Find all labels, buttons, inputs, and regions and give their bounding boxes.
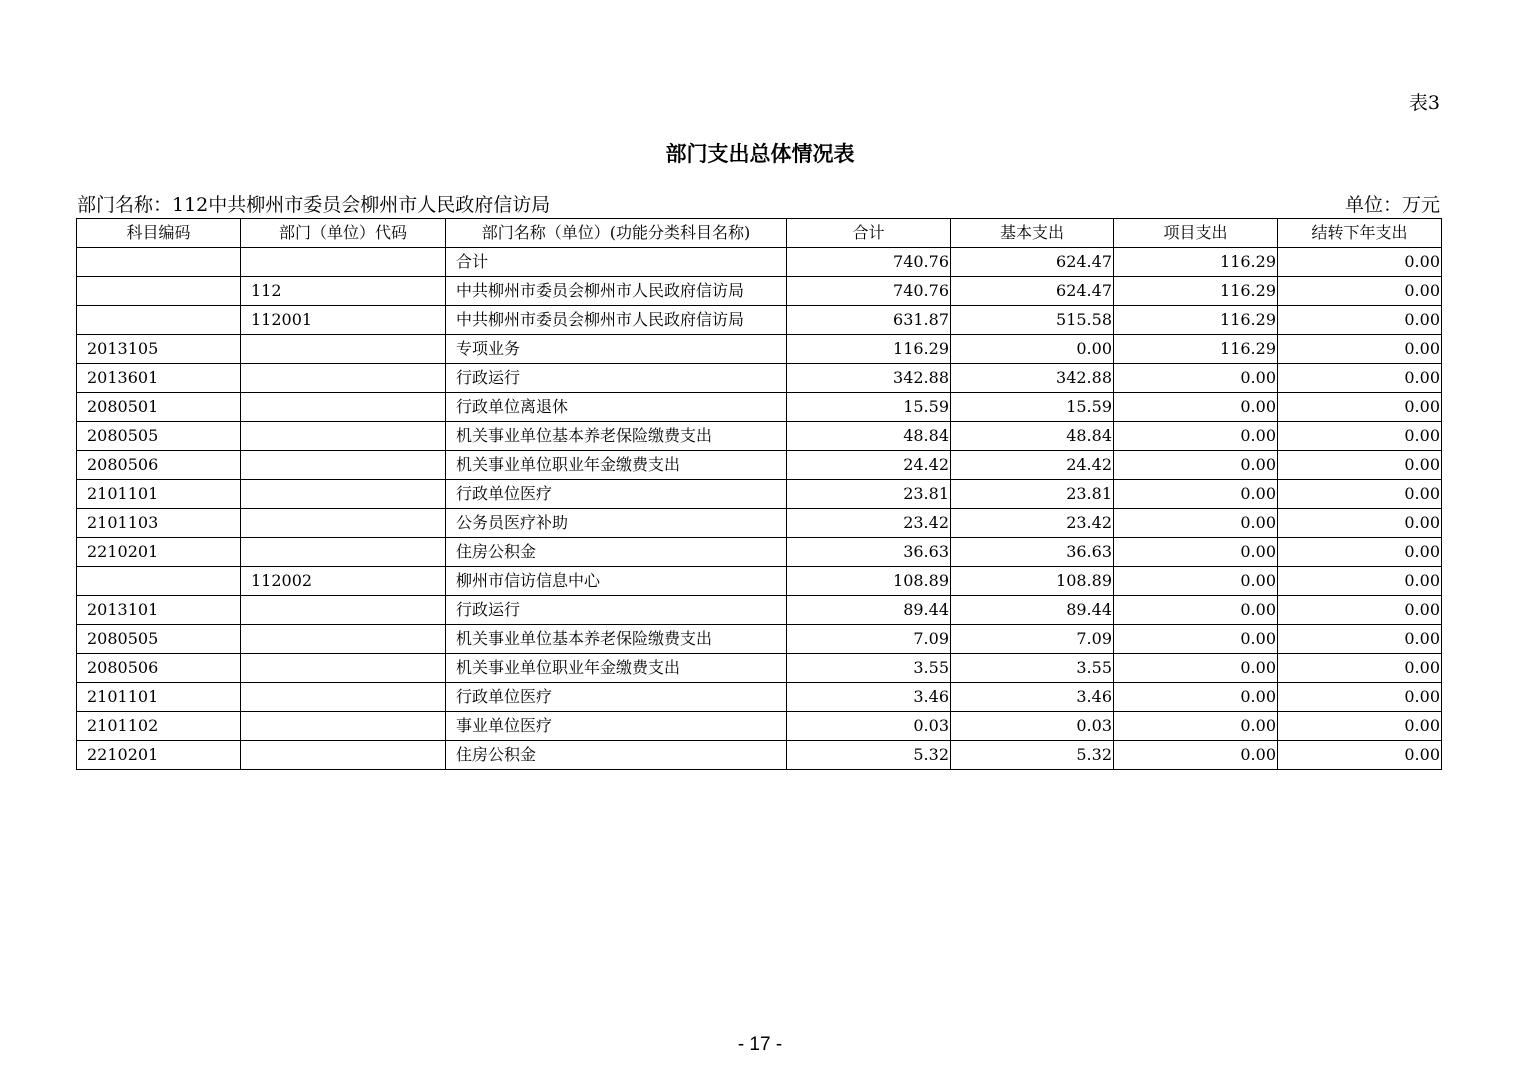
cell-total: 3.55	[787, 654, 951, 683]
table-row	[77, 451, 1442, 480]
cell-project-expenditure: 0.00	[1114, 741, 1278, 770]
cell-unit-code: 112001	[241, 306, 446, 335]
document-title: 部门支出总体情况表	[665, 142, 855, 166]
cell-total: 23.81	[787, 480, 951, 509]
cell-project-expenditure: 0.00	[1114, 451, 1278, 480]
table-row	[77, 480, 1442, 509]
department-name: 部门名称：112中共柳州市委员会柳州市人民政府信访局	[77, 194, 551, 216]
cell-unit-code	[241, 741, 446, 770]
cell-basic-expenditure: 24.42	[951, 451, 1114, 480]
cell-unit-name: 行政运行	[446, 596, 787, 625]
cell-unit-code	[241, 248, 446, 277]
table-row	[77, 712, 1442, 741]
cell-carryover: 0.00	[1278, 625, 1442, 654]
cell-unit-code	[241, 654, 446, 683]
cell-project-expenditure: 0.00	[1114, 393, 1278, 422]
cell-carryover: 0.00	[1278, 741, 1442, 770]
header-carryover: 结转下年支出	[1278, 219, 1442, 248]
table-header-row	[77, 219, 1442, 248]
cell-subject-code	[77, 277, 241, 306]
table-row	[77, 335, 1442, 364]
cell-total: 740.76	[787, 277, 951, 306]
cell-subject-code: 2101101	[77, 480, 241, 509]
cell-basic-expenditure: 0.00	[951, 335, 1114, 364]
cell-unit-name: 行政运行	[446, 364, 787, 393]
cell-total: 48.84	[787, 422, 951, 451]
cell-total: 15.59	[787, 393, 951, 422]
cell-unit-code: 112002	[241, 567, 446, 596]
cell-carryover: 0.00	[1278, 277, 1442, 306]
cell-total: 89.44	[787, 596, 951, 625]
cell-subject-code: 2101101	[77, 683, 241, 712]
cell-carryover: 0.00	[1278, 480, 1442, 509]
cell-basic-expenditure: 23.42	[951, 509, 1114, 538]
cell-subject-code: 2080505	[77, 422, 241, 451]
cell-total: 116.29	[787, 335, 951, 364]
unit-label: 单位：万元	[1344, 194, 1440, 216]
cell-unit-name: 行政单位离退休	[446, 393, 787, 422]
cell-unit-name: 机关事业单位基本养老保险缴费支出	[446, 422, 787, 451]
cell-project-expenditure: 116.29	[1114, 335, 1278, 364]
table-row	[77, 248, 1442, 277]
cell-subject-code: 2013101	[77, 596, 241, 625]
cell-subject-code	[77, 567, 241, 596]
cell-project-expenditure: 116.29	[1114, 306, 1278, 335]
cell-project-expenditure: 0.00	[1114, 567, 1278, 596]
cell-unit-name: 机关事业单位基本养老保险缴费支出	[446, 625, 787, 654]
cell-unit-name: 住房公积金	[446, 538, 787, 567]
table-row	[77, 654, 1442, 683]
cell-subject-code: 2210201	[77, 538, 241, 567]
cell-project-expenditure: 0.00	[1114, 364, 1278, 393]
cell-unit-code: 112	[241, 277, 446, 306]
table-body	[77, 248, 1442, 770]
cell-subject-code: 2080506	[77, 451, 241, 480]
cell-carryover: 0.00	[1278, 712, 1442, 741]
cell-basic-expenditure: 515.58	[951, 306, 1114, 335]
cell-unit-name: 行政单位医疗	[446, 480, 787, 509]
cell-unit-name: 事业单位医疗	[446, 712, 787, 741]
cell-subject-code: 2101103	[77, 509, 241, 538]
cell-total: 0.03	[787, 712, 951, 741]
cell-subject-code: 2080506	[77, 654, 241, 683]
cell-basic-expenditure: 0.03	[951, 712, 1114, 741]
cell-carryover: 0.00	[1278, 567, 1442, 596]
cell-total: 3.46	[787, 683, 951, 712]
cell-subject-code: 2013105	[77, 335, 241, 364]
cell-unit-name: 柳州市信访信息中心	[446, 567, 787, 596]
cell-project-expenditure: 0.00	[1114, 683, 1278, 712]
cell-subject-code: 2101102	[77, 712, 241, 741]
cell-unit-code	[241, 422, 446, 451]
cell-unit-code	[241, 625, 446, 654]
cell-total: 23.42	[787, 509, 951, 538]
cell-total: 5.32	[787, 741, 951, 770]
cell-project-expenditure: 116.29	[1114, 248, 1278, 277]
cell-basic-expenditure: 36.63	[951, 538, 1114, 567]
cell-carryover: 0.00	[1278, 306, 1442, 335]
table-row	[77, 538, 1442, 567]
cell-carryover: 0.00	[1278, 509, 1442, 538]
cell-total: 36.63	[787, 538, 951, 567]
table-row	[77, 625, 1442, 654]
cell-carryover: 0.00	[1278, 364, 1442, 393]
header-unit-code: 部门（单位）代码	[241, 219, 446, 248]
header-project-expenditure: 项目支出	[1114, 219, 1278, 248]
cell-basic-expenditure: 5.32	[951, 741, 1114, 770]
cell-unit-name: 合计	[446, 248, 787, 277]
table-row	[77, 509, 1442, 538]
cell-total: 740.76	[787, 248, 951, 277]
cell-basic-expenditure: 15.59	[951, 393, 1114, 422]
cell-subject-code	[77, 248, 241, 277]
cell-total: 24.42	[787, 451, 951, 480]
cell-carryover: 0.00	[1278, 654, 1442, 683]
header-basic-expenditure: 基本支出	[951, 219, 1114, 248]
table-row	[77, 741, 1442, 770]
cell-basic-expenditure: 3.55	[951, 654, 1114, 683]
cell-basic-expenditure: 89.44	[951, 596, 1114, 625]
cell-basic-expenditure: 624.47	[951, 277, 1114, 306]
table-row	[77, 364, 1442, 393]
cell-unit-name: 机关事业单位职业年金缴费支出	[446, 451, 787, 480]
header-unit-name: 部门名称（单位）(功能分类科目名称)	[446, 219, 787, 248]
cell-carryover: 0.00	[1278, 335, 1442, 364]
table-number: 表3	[1408, 92, 1440, 114]
cell-project-expenditure: 0.00	[1114, 509, 1278, 538]
cell-unit-code	[241, 538, 446, 567]
cell-carryover: 0.00	[1278, 683, 1442, 712]
cell-basic-expenditure: 342.88	[951, 364, 1114, 393]
cell-carryover: 0.00	[1278, 393, 1442, 422]
cell-basic-expenditure: 23.81	[951, 480, 1114, 509]
cell-unit-name: 专项业务	[446, 335, 787, 364]
table-row	[77, 683, 1442, 712]
table-row	[77, 277, 1442, 306]
cell-subject-code: 2013601	[77, 364, 241, 393]
cell-unit-code	[241, 335, 446, 364]
table-row	[77, 596, 1442, 625]
cell-project-expenditure: 0.00	[1114, 625, 1278, 654]
cell-project-expenditure: 0.00	[1114, 654, 1278, 683]
cell-carryover: 0.00	[1278, 422, 1442, 451]
cell-unit-name: 住房公积金	[446, 741, 787, 770]
table-row	[77, 567, 1442, 596]
cell-unit-name: 公务员医疗补助	[446, 509, 787, 538]
cell-carryover: 0.00	[1278, 248, 1442, 277]
cell-unit-code	[241, 364, 446, 393]
cell-unit-name: 中共柳州市委员会柳州市人民政府信访局	[446, 277, 787, 306]
cell-unit-code	[241, 596, 446, 625]
expenditure-table	[76, 218, 1442, 770]
cell-total: 7.09	[787, 625, 951, 654]
table-row	[77, 422, 1442, 451]
cell-carryover: 0.00	[1278, 538, 1442, 567]
cell-total: 631.87	[787, 306, 951, 335]
page-number: - 17 -	[737, 1034, 783, 1055]
cell-unit-code	[241, 480, 446, 509]
cell-carryover: 0.00	[1278, 596, 1442, 625]
cell-project-expenditure: 0.00	[1114, 538, 1278, 567]
cell-subject-code: 2080505	[77, 625, 241, 654]
table-row	[77, 306, 1442, 335]
cell-unit-name: 机关事业单位职业年金缴费支出	[446, 654, 787, 683]
cell-unit-code	[241, 451, 446, 480]
cell-carryover: 0.00	[1278, 451, 1442, 480]
cell-subject-code: 2080501	[77, 393, 241, 422]
cell-project-expenditure: 0.00	[1114, 712, 1278, 741]
cell-basic-expenditure: 624.47	[951, 248, 1114, 277]
header-subject-code: 科目编码	[77, 219, 241, 248]
cell-unit-code	[241, 712, 446, 741]
cell-total: 108.89	[787, 567, 951, 596]
cell-unit-code	[241, 509, 446, 538]
cell-project-expenditure: 116.29	[1114, 277, 1278, 306]
cell-unit-name: 行政单位医疗	[446, 683, 787, 712]
cell-project-expenditure: 0.00	[1114, 596, 1278, 625]
cell-subject-code	[77, 306, 241, 335]
cell-project-expenditure: 0.00	[1114, 480, 1278, 509]
cell-project-expenditure: 0.00	[1114, 422, 1278, 451]
cell-unit-code	[241, 393, 446, 422]
cell-basic-expenditure: 48.84	[951, 422, 1114, 451]
cell-total: 342.88	[787, 364, 951, 393]
table-row	[77, 393, 1442, 422]
cell-basic-expenditure: 108.89	[951, 567, 1114, 596]
cell-unit-name: 中共柳州市委员会柳州市人民政府信访局	[446, 306, 787, 335]
cell-subject-code: 2210201	[77, 741, 241, 770]
header-total: 合计	[787, 219, 951, 248]
cell-basic-expenditure: 7.09	[951, 625, 1114, 654]
cell-basic-expenditure: 3.46	[951, 683, 1114, 712]
cell-unit-code	[241, 683, 446, 712]
